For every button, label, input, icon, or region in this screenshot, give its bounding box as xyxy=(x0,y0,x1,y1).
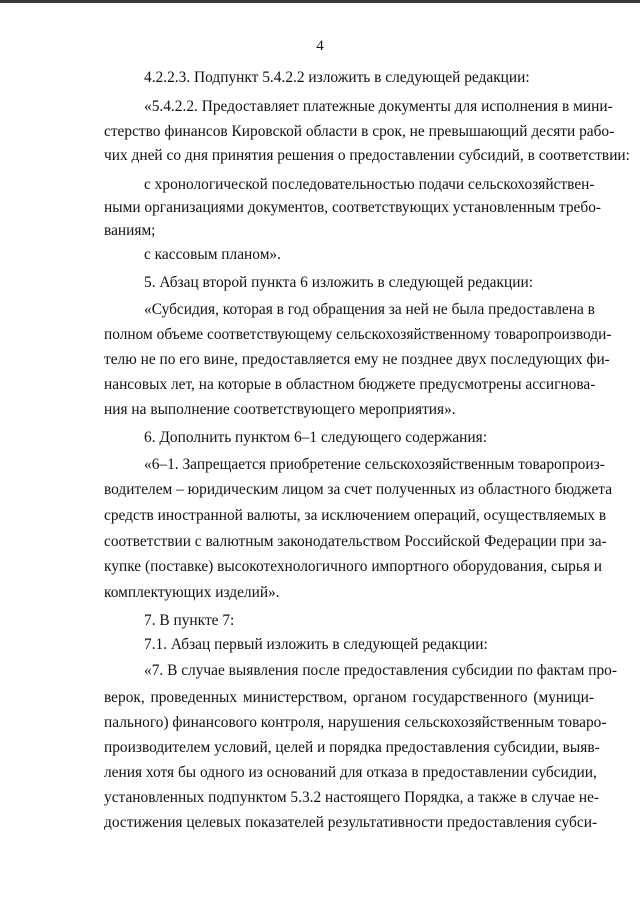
paragraph-line: комплектующих изделий». xyxy=(104,584,280,601)
paragraph-line: средств иностранной валюты, за исключением операций, осуществляемых в xyxy=(104,507,607,524)
paragraph-line: «6–1. Запрещается приобретение сельскохозяйственным товаропроиз- xyxy=(144,456,605,473)
paragraph-line: ния на выполнение соответствующего мероприятия». xyxy=(104,401,456,418)
paragraph-line: ления хотя бы одного из оснований для отказа в предоставлении субсидии, xyxy=(104,764,597,781)
paragraph-line: ными организациями документов, соответствующих установленным требо- xyxy=(104,199,602,216)
paragraph-line: «5.4.2.2. Предоставляет платежные документы для исполнения в мини- xyxy=(144,98,613,115)
paragraph-line: ваниям; xyxy=(104,222,156,239)
paragraph-line: 7. В пункте 7: xyxy=(144,612,235,629)
paragraph-line: с кассовым планом». xyxy=(144,246,281,263)
paragraph-line: телю не по его вине, предоставляется ему не позднее двух последующих фи- xyxy=(104,351,610,368)
paragraph-line: 7.1. Абзац первый изложить в следующей редакции: xyxy=(144,636,488,653)
paragraph-line: «Субсидия, которая в год обращения за ней не была предоставлена в xyxy=(144,301,595,318)
paragraph-line: соответствии с валютным законодательством Российской Федерации при за- xyxy=(104,533,607,550)
paragraph-line: полном объеме соответствующему сельскохозяйственному товаропроизводи- xyxy=(104,326,612,343)
paragraph-line: чих дней со дня принятия решения о предоставлении субсидий, в соответствии: xyxy=(104,147,630,164)
paragraph-line: 4.2.2.3. Подпункт 5.4.2.2 изложить в следующей редакции: xyxy=(144,69,530,86)
paragraph-line: производителем условий, целей и порядка предоставления субсидии, выяв- xyxy=(104,739,600,756)
paragraph-line: верок, проведенных министерством, органом государственного (муници- xyxy=(104,689,594,706)
paragraph-line: достижения целевых показателей результативности предоставления субси- xyxy=(104,814,598,831)
top-edge-rule xyxy=(0,0,640,3)
paragraph-line: с хронологической последовательностью подачи сельскохозяйствен- xyxy=(144,176,595,193)
paragraph-line: водителем – юридическим лицом за счет полученных из областного бюджета xyxy=(104,481,613,498)
paragraph-line: установленных подпунктом 5.3.2 настоящего Порядка, а также в случае не- xyxy=(104,789,600,806)
paragraph-line: пального) финансового контроля, нарушения сельскохозяйственным товаро- xyxy=(104,714,607,731)
paragraph-line: стерство финансов Кировской области в срок, не превышающий десяти рабо- xyxy=(104,123,615,140)
page-number: 4 xyxy=(316,38,324,54)
paragraph-line: 6. Дополнить пунктом 6–1 следующего содержания: xyxy=(144,429,487,446)
paragraph-line: купке (поставке) высокотехнологичного импортного оборудования, сырья и xyxy=(104,558,602,575)
paragraph-line: «7. В случае выявления после предоставления субсидии по фактам про- xyxy=(144,662,617,679)
paragraph-line: нансовых лет, на которые в областном бюджете предусмотрены ассигнова- xyxy=(104,376,596,393)
paragraph-line: 5. Абзац второй пункта 6 изложить в следующей редакции: xyxy=(144,274,533,291)
